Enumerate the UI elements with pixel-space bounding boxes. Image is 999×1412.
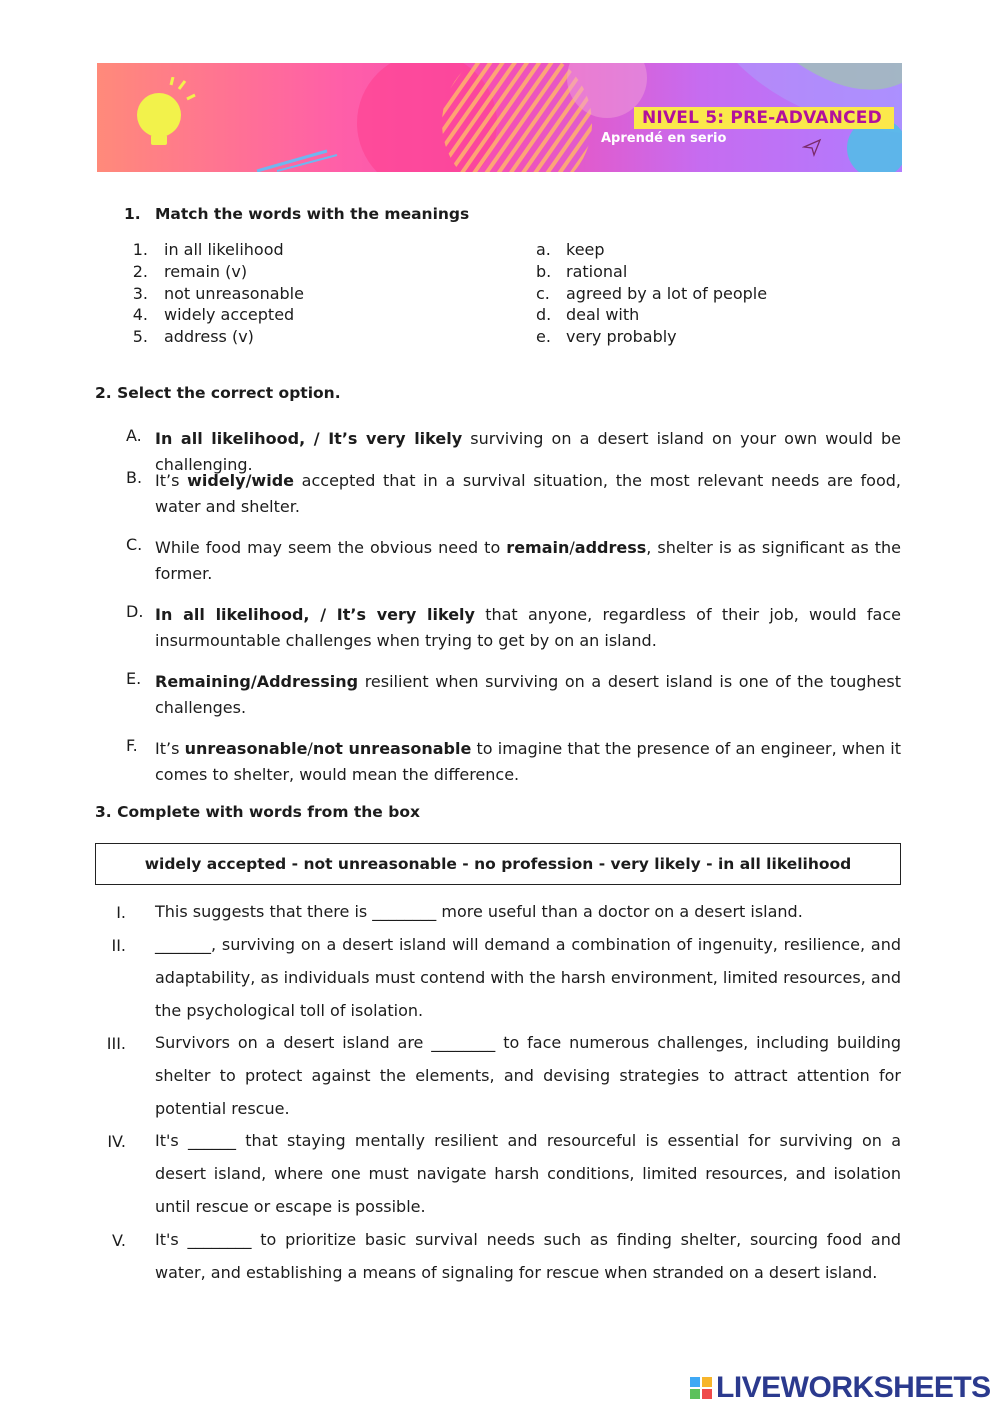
- option-letter: A.: [126, 426, 142, 445]
- sentence-text: that anyone, regardless of their job, would face insurmountable challenges when trying to get by on an island.: [155, 605, 901, 650]
- logo-blocks-icon: [690, 1377, 712, 1399]
- sentence-text: While food may seem the obvious need to: [155, 538, 507, 557]
- word-item: in all likelihood: [164, 240, 284, 259]
- word-number: 3.: [132, 283, 148, 303]
- liveworksheets-logo: [690, 1372, 991, 1404]
- word-number: 1.: [132, 240, 148, 259]
- fill-blank-sentence: _______, surviving on a desert island will demand a combination of ingenuity, resilience, and adaptability, as individuals must contend with the harsh environment, limited resources, and the psychological toll of isolation.: [155, 935, 901, 1020]
- meaning-item: agreed by a lot of people: [566, 283, 768, 303]
- sentence-text: /: [307, 739, 313, 758]
- meaning-letter: d.: [536, 305, 552, 325]
- banner-subtitle: Aprendé en serio: [601, 131, 727, 146]
- section3-heading: 3. Complete with words from the box: [95, 803, 420, 821]
- sentence-text: It’s: [155, 471, 188, 490]
- header-banner: [97, 63, 902, 172]
- option-choice: not unreasonable: [312, 739, 472, 758]
- option-choice: In all likelihood, / It’s very likely: [155, 605, 475, 624]
- lightbulb-icon: [131, 77, 201, 167]
- sentence-text: /: [569, 538, 575, 557]
- roman-numeral: I.: [116, 903, 126, 922]
- sentence-text: , shelter is as significant as the former.: [155, 538, 902, 583]
- option-choice: widely/wide: [187, 471, 294, 490]
- word-item: remain (v): [164, 261, 248, 281]
- option-letter: F.: [126, 736, 138, 755]
- word-number: 2.: [132, 261, 148, 281]
- level-title: NIVEL 5: PRE-ADVANCED: [634, 107, 894, 129]
- option-choice: remain: [506, 538, 570, 557]
- sentence-text: It’s: [155, 739, 185, 758]
- word-item: address (v): [164, 327, 254, 347]
- paper-plane-icon: [802, 137, 822, 157]
- section1-heading: Match the words with the meanings: [155, 205, 470, 223]
- option-sentence: [155, 602, 901, 653]
- word-number: 4.: [132, 305, 148, 325]
- option-letter: B.: [126, 468, 143, 487]
- meaning-letter: c.: [536, 283, 550, 303]
- logo-text: LIVEWORKSHEETS: [716, 1371, 991, 1404]
- word-item: widely accepted: [164, 305, 295, 325]
- sentence-text: accepted that in a survival situation, the most relevant needs are food, water and shelter.: [155, 471, 901, 516]
- section1-number: 1.: [124, 205, 141, 223]
- fill-blank-sentence: This suggests that there is ________ more useful than a doctor on a desert island.: [155, 902, 803, 921]
- option-sentence: [155, 535, 901, 586]
- roman-numeral: V.: [112, 1231, 126, 1250]
- option-choice: unreasonable: [184, 739, 308, 758]
- fill-blank-sentence: Survivors on a desert island are ________ to face numerous challenges, including building shelter to protect against the elements, and devising strategies to attract attention for potential rescue.: [155, 1033, 901, 1118]
- roman-numeral: III.: [106, 1034, 126, 1053]
- roman-numeral: II.: [111, 936, 126, 955]
- option-letter: E.: [126, 669, 142, 688]
- word-box: widely accepted - not unreasonable - no profession - very likely - in all likelihood: [95, 843, 901, 885]
- option-sentence: [155, 669, 901, 720]
- word-number: 5.: [132, 327, 148, 347]
- roman-numeral: IV.: [107, 1132, 126, 1151]
- meaning-item: very probably: [566, 327, 677, 347]
- meaning-item: deal with: [566, 305, 640, 325]
- option-choice: Remaining/Addressing: [155, 672, 359, 691]
- meaning-letter: b.: [536, 261, 552, 281]
- sentence-text: resilient when surviving on a desert island is one of the toughest challenges.: [155, 672, 901, 717]
- word-item: not unreasonable: [164, 283, 304, 303]
- meaning-item: keep: [566, 240, 605, 259]
- meaning-letter: a.: [536, 240, 551, 259]
- meaning-item: rational: [566, 261, 628, 281]
- option-letter: D.: [126, 602, 144, 621]
- option-letter: C.: [126, 535, 143, 554]
- sentence-text: surviving on a desert island on your own would be challenging.: [155, 429, 902, 474]
- option-sentence: [155, 468, 901, 519]
- sentence-text: to imagine that the presence of an engineer, when it comes to shelter, would mean the difference.: [155, 739, 901, 784]
- meaning-letter: e.: [536, 327, 551, 347]
- option-choice: In all likelihood, / It’s very likely: [155, 429, 463, 448]
- option-choice: address: [574, 538, 647, 557]
- fill-blank-sentence: It's ______ that staying mentally resilient and resourceful is essential for surviving on a desert island, where one must navigate harsh conditions, limited resources, and isolation until rescue or escape is possible.: [155, 1131, 901, 1216]
- fill-blank-sentence: It's ________ to prioritize basic survival needs such as finding shelter, sourcing food and water, and establishing a means of signaling for rescue when stranded on a desert island.: [155, 1230, 901, 1282]
- section2-heading: 2. Select the correct option.: [95, 384, 341, 402]
- option-sentence: [155, 736, 901, 787]
